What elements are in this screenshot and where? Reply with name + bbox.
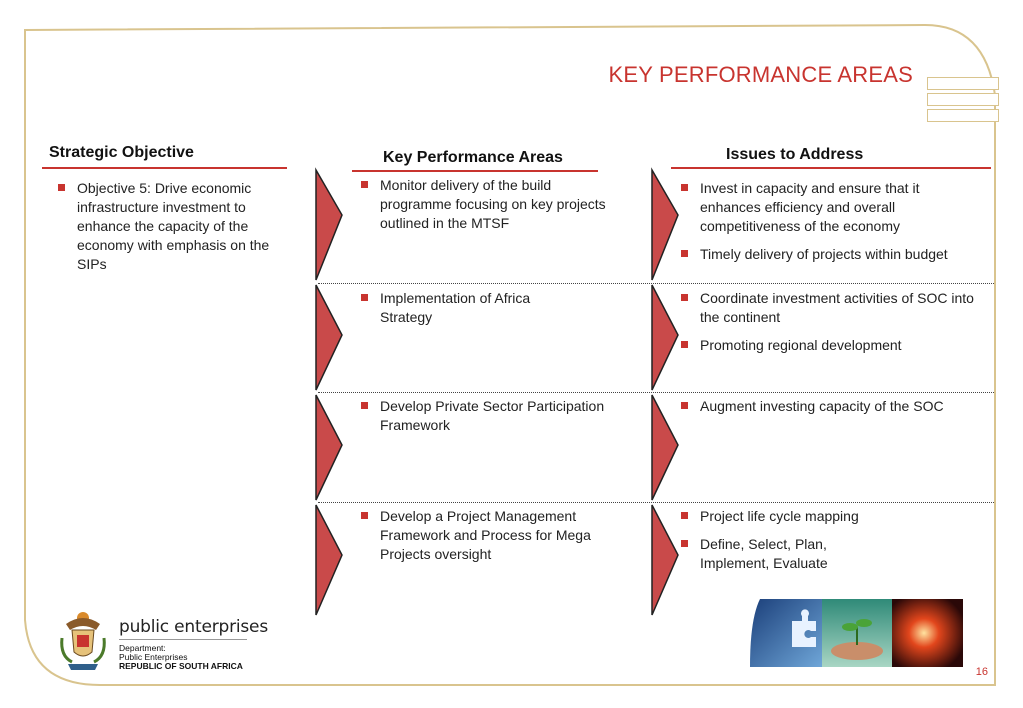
page-title: KEY PERFORMANCE AREAS — [608, 62, 913, 87]
strategic-objective-heading: Strategic Objective — [49, 144, 194, 161]
brand-rule — [119, 639, 247, 640]
department-logo — [119, 617, 268, 671]
heading-rule — [42, 167, 287, 169]
kpa-text: Implementation of Africa Strategy — [380, 290, 531, 325]
chevron-arrow-icon — [316, 285, 342, 390]
list-item — [679, 535, 859, 573]
page-number: 16 — [975, 666, 988, 678]
issues-list-row-1 — [679, 179, 979, 273]
bullet-square-icon — [361, 181, 368, 188]
kpa-text: Develop Private Sector Participation Framework — [380, 398, 605, 433]
list-item — [679, 397, 989, 416]
dept-line-2: Public Enterprises — [119, 652, 188, 662]
list-item — [359, 289, 574, 327]
photo-strip — [750, 599, 963, 667]
list-item — [679, 179, 979, 236]
chevron-arrow-icon — [652, 285, 678, 390]
bullet-square-icon — [681, 540, 688, 547]
brand-name: public enterprises — [119, 617, 268, 637]
list-item — [359, 176, 609, 233]
bullet-square-icon — [361, 294, 368, 301]
list-item — [679, 507, 859, 526]
bullet-square-icon — [681, 294, 688, 301]
dept-line-1: Department: — [119, 643, 166, 653]
energy-photo — [892, 599, 963, 667]
list-item — [679, 289, 984, 327]
list-item — [679, 336, 984, 355]
kpa-chevron-column — [300, 165, 360, 625]
heading-rule — [671, 167, 991, 169]
kpa-list-row-1 — [359, 176, 609, 242]
kpa-list-row-4 — [359, 507, 624, 573]
issue-text: Project life cycle mapping — [700, 508, 859, 524]
chevron-arrow-icon — [316, 170, 342, 280]
kpa-heading: Key Performance Areas — [383, 149, 563, 166]
bullet-square-icon — [681, 402, 688, 409]
bullet-square-icon — [681, 512, 688, 519]
decorative-bar — [927, 109, 999, 122]
issue-text: Promoting regional development — [700, 337, 902, 353]
list-item — [359, 397, 639, 435]
dept-line-3: REPUBLIC OF SOUTH AFRICA — [119, 661, 243, 671]
heading-rule — [352, 170, 598, 172]
kpa-text: Monitor delivery of the build programme focusing on key projects outlined in the MTSF — [380, 177, 606, 231]
decorative-bar — [927, 93, 999, 106]
row-divider — [318, 283, 994, 284]
issue-text: Coordinate investment activities of SOC into the continent — [700, 290, 974, 325]
chevron-arrow-icon — [652, 505, 678, 615]
issue-text: Augment investing capacity of the SOC — [700, 398, 944, 414]
issues-heading: Issues to Address — [726, 146, 864, 163]
issue-text: Define, Select, Plan, Implement, Evaluate — [700, 536, 828, 571]
issue-text: Timely delivery of projects within budget — [700, 246, 948, 262]
bullet-square-icon — [361, 402, 368, 409]
puzzle-photo — [750, 599, 822, 667]
decorative-bar — [927, 77, 999, 90]
row-divider — [318, 502, 994, 503]
issue-text: Invest in capacity and ensure that it enhances efficiency and overall competitiveness of the economy — [700, 180, 920, 234]
row-divider — [318, 392, 994, 393]
chevron-arrow-icon — [316, 505, 342, 615]
list-item — [359, 507, 624, 564]
list-item — [679, 245, 979, 264]
chevron-arrow-icon — [652, 170, 678, 280]
bullet-square-icon — [361, 512, 368, 519]
bullet-square-icon — [681, 341, 688, 348]
objective-list — [56, 179, 281, 283]
list-item — [56, 179, 281, 274]
issues-list-row-2 — [679, 289, 984, 364]
bullet-square-icon — [58, 184, 65, 191]
issues-list-row-3 — [679, 397, 989, 425]
objective-text: Objective 5: Drive economic infrastructure investment to enhance the capacity of the economy with emphasis on the SIPs — [77, 180, 270, 272]
kpa-list-row-2 — [359, 289, 574, 336]
chevron-arrow-icon — [652, 395, 678, 500]
chevron-arrow-icon — [316, 395, 342, 500]
coat-of-arms-icon — [58, 608, 108, 672]
kpa-list-row-3 — [359, 397, 639, 444]
kpa-text: Develop a Project Management Framework and Process for Mega Projects oversight — [380, 508, 591, 562]
issues-list-row-4 — [679, 507, 859, 582]
bullet-square-icon — [681, 250, 688, 257]
bullet-square-icon — [681, 184, 688, 191]
